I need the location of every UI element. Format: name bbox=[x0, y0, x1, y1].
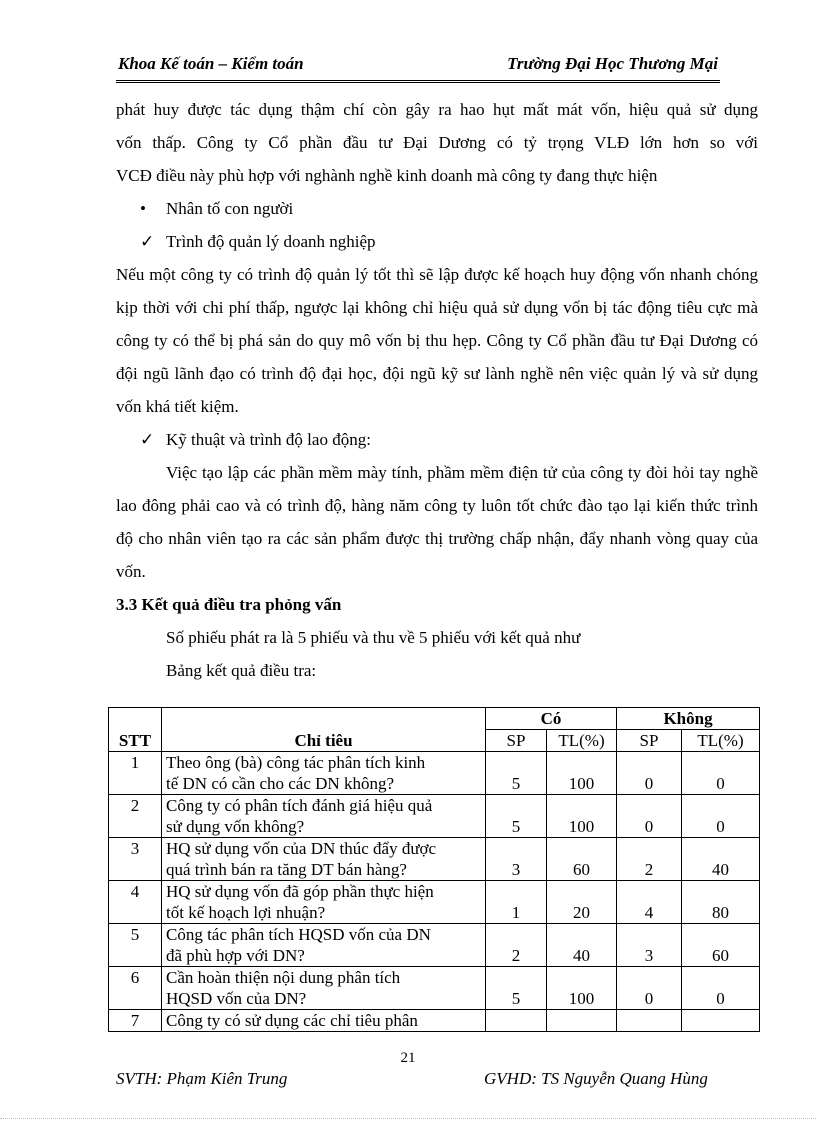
page-header bbox=[116, 52, 720, 78]
cell-tl-no: 0 bbox=[682, 795, 760, 838]
paragraph-management: Nếu một công ty có trình độ quản lý tốt thì sẽ lập được kế hoạch huy động vốn nhanh chóng kịp thời với chi phí thấp, ngược lại không chỉ hiệu quả sử dụng vốn bị tác động tiêu cực mà công ty có thể bị phá sản do quy mô vốn bị thu hẹp. Công ty Cổ phần đầu tư Đại Dương có đội ngũ lãnh đạo có trình độ đại học, đội ngũ kỹ sư lành nghề nên việc quản lý và sử dụng vốn khá tiết kiệm. bbox=[116, 265, 758, 416]
header-university: Trường Đại Học Thương Mại bbox=[507, 54, 718, 73]
cell-criteria: Công ty có sử dụng các chỉ tiêu phân bbox=[162, 1010, 486, 1032]
bullet-item bbox=[116, 192, 758, 225]
cell-sp-yes: 5 bbox=[486, 967, 547, 1010]
paragraph-technique: Việc tạo lập các phần mềm mày tính, phầm mềm điện tử của công ty đòi hỏi tay nghề lao đông phải cao và có trình độ, hàng năm công ty luôn tốt chức đào tạo lại kiến thức trình độ cho nhân viên tạo ra các sản phẩm được thị trường chấp nhận, đẩy nhanh vòng quay của vốn. bbox=[116, 463, 758, 581]
cell-sp-yes: 2 bbox=[486, 924, 547, 967]
header-sp-no: SP bbox=[617, 730, 682, 752]
paragraph-table-caption: Bảng kết quả điều tra: bbox=[166, 661, 317, 680]
table-row bbox=[109, 1010, 760, 1032]
paragraph-line: phát huy được tác dụng thậm chí còn gây ra hao hụt mất mát vốn, hiệu quả sử dụng bbox=[116, 100, 758, 119]
header-criteria: Chỉ tiêu bbox=[162, 708, 486, 752]
page-number: 21 bbox=[400, 1050, 416, 1066]
cell-criteria: Cần hoàn thiện nội dung phân tích HQSD vốn của DN? bbox=[162, 967, 486, 1010]
cell-sp-yes: 5 bbox=[486, 795, 547, 838]
cell-sp-yes bbox=[486, 1010, 547, 1032]
cell-tl-yes: 100 bbox=[547, 967, 617, 1010]
cell-stt: 2 bbox=[109, 795, 162, 838]
bullet-label: Trình độ quản lý doanh nghiệp bbox=[166, 232, 376, 251]
header-divider bbox=[116, 80, 720, 83]
cell-tl-no: 60 bbox=[682, 924, 760, 967]
paragraph-line: vốn thấp. Công ty Cổ phần đầu tư Đại Dương có tỷ trọng VLĐ lớn hơn so với bbox=[116, 133, 758, 152]
paragraph-line: VCĐ điều này phù hợp với nghành nghề kinh doanh mà công ty đang thực hiện bbox=[116, 166, 658, 185]
table-row bbox=[109, 795, 760, 838]
table-row bbox=[109, 881, 760, 924]
header-stt: STT bbox=[109, 708, 162, 752]
table-row bbox=[109, 838, 760, 881]
header-yes: Có bbox=[486, 708, 617, 730]
cell-criteria: HQ sử dụng vốn đã góp phần thực hiện tốt kế hoạch lợi nhuận? bbox=[162, 881, 486, 924]
cell-sp-no: 0 bbox=[617, 795, 682, 838]
cell-tl-yes: 100 bbox=[547, 752, 617, 795]
cell-sp-no bbox=[617, 1010, 682, 1032]
cell-tl-yes bbox=[547, 1010, 617, 1032]
cell-stt: 5 bbox=[109, 924, 162, 967]
cell-tl-yes: 100 bbox=[547, 795, 617, 838]
cell-sp-no: 3 bbox=[617, 924, 682, 967]
survey-results-table bbox=[108, 707, 760, 1032]
footer-advisor: GVHD: TS Nguyễn Quang Hùng bbox=[484, 1069, 708, 1088]
page-bottom-divider bbox=[0, 1118, 816, 1119]
cell-sp-no: 4 bbox=[617, 881, 682, 924]
cell-tl-no bbox=[682, 1010, 760, 1032]
cell-criteria: Theo ông (bà) công tác phân tích kinh tế DN có cần cho các DN không? bbox=[162, 752, 486, 795]
bullet-label: Kỹ thuật và trình độ lao động: bbox=[166, 430, 371, 449]
cell-criteria: Công ty có phân tích đánh giá hiệu quả sử dụng vốn không? bbox=[162, 795, 486, 838]
cell-sp-no: 0 bbox=[617, 752, 682, 795]
header-tl-yes: TL(%) bbox=[547, 730, 617, 752]
table-row bbox=[109, 924, 760, 967]
table-header-row bbox=[109, 708, 760, 730]
header-sp-yes: SP bbox=[486, 730, 547, 752]
cell-sp-no: 2 bbox=[617, 838, 682, 881]
header-tl-no: TL(%) bbox=[682, 730, 760, 752]
cell-sp-yes: 5 bbox=[486, 752, 547, 795]
bullet-item bbox=[116, 225, 758, 258]
cell-sp-yes: 1 bbox=[486, 881, 547, 924]
cell-sp-no: 0 bbox=[617, 967, 682, 1010]
footer-student: SVTH: Phạm Kiên Trung bbox=[116, 1069, 288, 1088]
cell-stt: 4 bbox=[109, 881, 162, 924]
cell-tl-yes: 40 bbox=[547, 924, 617, 967]
table-row bbox=[109, 752, 760, 795]
cell-stt: 6 bbox=[109, 967, 162, 1010]
table-row bbox=[109, 967, 760, 1010]
header-faculty: Khoa Kế toán – Kiểm toán bbox=[118, 54, 304, 73]
cell-tl-yes: 20 bbox=[547, 881, 617, 924]
bullet-item bbox=[116, 423, 758, 456]
bullet-dot-icon: • bbox=[140, 199, 146, 218]
cell-criteria: Công tác phân tích HQSD vốn của DN đã phù hợp với DN? bbox=[162, 924, 486, 967]
page-body bbox=[116, 93, 758, 687]
paragraph-survey: Số phiếu phát ra là 5 phiếu và thu về 5 phiếu với kết quả như bbox=[166, 628, 581, 647]
cell-tl-no: 0 bbox=[682, 967, 760, 1010]
cell-tl-yes: 60 bbox=[547, 838, 617, 881]
bullet-label: Nhân tố con người bbox=[166, 199, 294, 218]
cell-sp-yes: 3 bbox=[486, 838, 547, 881]
cell-criteria: HQ sử dụng vốn của DN thúc đẩy được quá trình bán ra tăng DT bán hàng? bbox=[162, 838, 486, 881]
cell-tl-no: 80 bbox=[682, 881, 760, 924]
cell-stt: 1 bbox=[109, 752, 162, 795]
cell-stt: 3 bbox=[109, 838, 162, 881]
cell-stt: 7 bbox=[109, 1010, 162, 1032]
cell-tl-no: 0 bbox=[682, 752, 760, 795]
check-mark-icon: ✓ bbox=[140, 430, 155, 449]
cell-tl-no: 40 bbox=[682, 838, 760, 881]
section-heading: 3.3 Kết quả điều tra phỏng vấn bbox=[116, 595, 342, 614]
check-mark-icon: ✓ bbox=[140, 232, 155, 251]
header-no: Không bbox=[617, 708, 760, 730]
